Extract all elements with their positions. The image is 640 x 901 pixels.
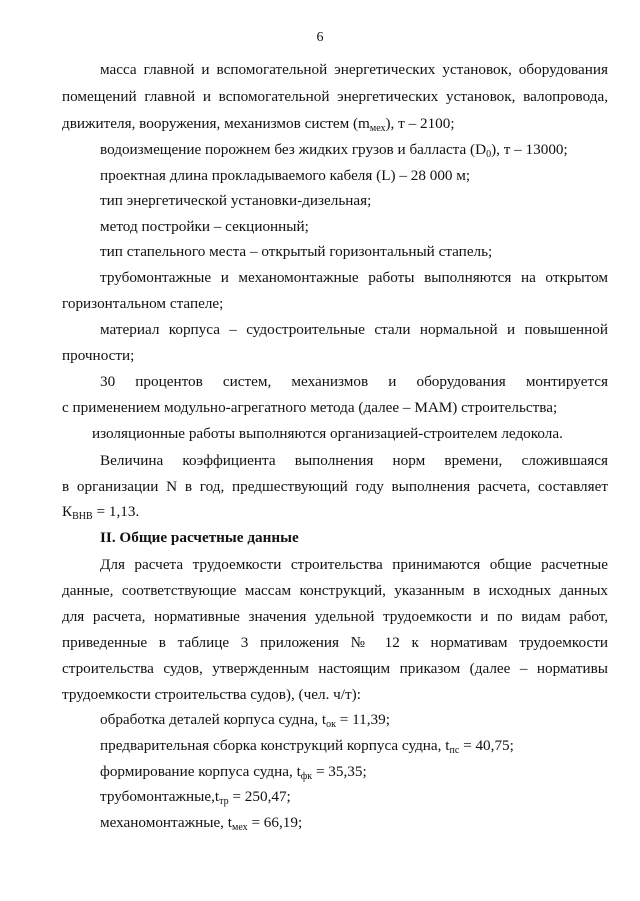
subscript: ВНВ — [72, 511, 93, 522]
subscript: мех — [369, 123, 386, 134]
text-span: формирование корпуса судна, t — [100, 763, 301, 780]
text-line: изоляционные работы выполняются организацией-строителем ледокола. — [92, 425, 563, 442]
text-span: = 40,75; — [459, 737, 514, 754]
text-line: тип стапельного места – открытый горизонтальный стапель; — [100, 243, 493, 260]
subscript: пс — [449, 745, 460, 756]
text-span: К — [62, 503, 73, 520]
text-line: трудоемкости строительства судов), (чел. ч/т): — [62, 686, 361, 703]
text-line: тип энергетической установки-дизельная; — [100, 192, 372, 209]
list-item — [100, 814, 608, 832]
list-item — [100, 788, 608, 806]
text-span: = 250,47; — [228, 788, 291, 805]
section-heading: II. Общие расчетные данные — [100, 529, 299, 546]
text-line: горизонтальном стапеле; — [62, 295, 224, 312]
text-line: материал корпуса – судостроительные стали нормальной и повышенной — [100, 321, 608, 338]
text-line: 30 процентов систем, механизмов и оборудования монтируется — [100, 373, 608, 390]
text-line: проектная длина прокладываемого кабеля (L) – 28 000 м; — [100, 167, 471, 184]
text-line: в организации N в год, предшествующий году выполнения расчета, составляет — [62, 478, 608, 495]
list-item — [100, 737, 608, 755]
text-span: = 66,19; — [247, 814, 303, 831]
text-line: с применением модульно-агрегатного метода (далее – МАМ) строительства; — [62, 399, 558, 416]
text-span: водоизмещение порожнем без жидких грузов и балласта (D — [100, 141, 487, 158]
text-line: для расчета, нормативные значения удельной трудоемкости и по видам работ, — [62, 608, 608, 625]
list-item — [100, 711, 608, 729]
list-item — [100, 763, 608, 781]
text-line — [62, 115, 608, 133]
text-span: механомонтажные, t — [100, 814, 232, 831]
page-number: 6 — [316, 30, 324, 45]
subscript: мех — [232, 822, 248, 833]
text-line: приведенные в таблице 3 приложения № 12 к нормативам трудоемкости — [62, 634, 608, 651]
text-line — [100, 141, 608, 159]
text-line: данные, соответствующие массам конструкций, указанным в исходных данных — [62, 582, 608, 599]
text-span: = 11,39; — [335, 711, 390, 728]
text-span: = 1,13. — [92, 503, 140, 520]
subscript: фк — [300, 771, 313, 782]
subscript: 0 — [486, 149, 492, 160]
text-span: = 35,35; — [312, 763, 367, 780]
text-line: строительства судов, утвержденным настоящим приказом (далее – нормативы — [62, 660, 608, 677]
text-line: Для расчета трудоемкости строительства принимаются общие расчетные — [100, 556, 608, 573]
subscript: тр — [219, 796, 229, 807]
text-line: трубомонтажные и механомонтажные работы выполняются на открытом — [100, 269, 608, 286]
text-span: ), т – 2100; — [385, 115, 455, 132]
subscript: ок — [326, 719, 336, 730]
text-span: движителя, вооружения, механизмов систем (m — [62, 115, 370, 132]
text-span: трубомонтажные,t — [100, 788, 220, 805]
text-line: прочности; — [62, 347, 135, 364]
text-span: обработка деталей корпуса судна, t — [100, 711, 327, 728]
text-line: помещений главной и вспомогательной энергетических установок, валопровода, — [62, 88, 608, 105]
text-span: ), т – 13000; — [491, 141, 568, 158]
text-line — [62, 503, 608, 521]
text-line: Величина коэффициента выполнения норм времени, сложившаяся — [100, 452, 608, 469]
text-line: метод постройки – секционный; — [100, 218, 309, 235]
text-line: масса главной и вспомогательной энергетических установок, оборудования — [100, 61, 608, 78]
text-span: предварительная сборка конструкций корпуса судна, t — [100, 737, 450, 754]
